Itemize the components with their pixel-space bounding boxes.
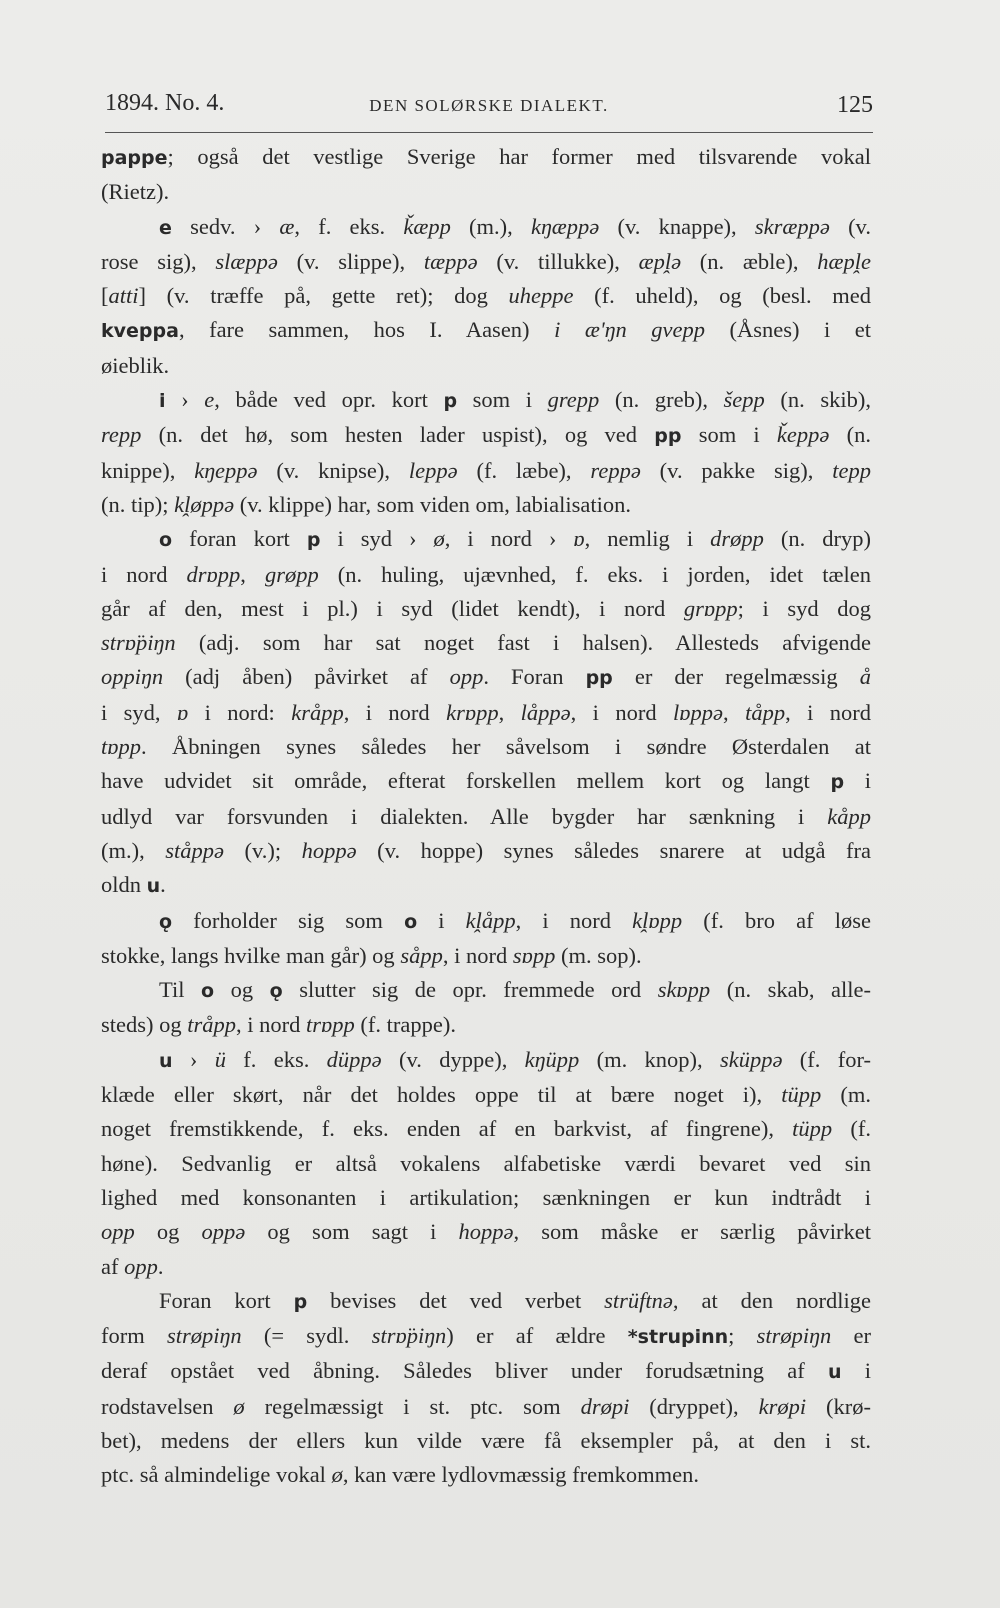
text-run: i	[844, 768, 871, 794]
italic-term: atti	[108, 283, 139, 309]
italic-term: tɒpp	[101, 734, 142, 760]
text-run: ›	[172, 1046, 215, 1072]
text-run: regelmæssigt i st. ptc. som	[244, 1393, 581, 1419]
italic-term: kåpp	[827, 803, 871, 829]
italic-term: hæpḽe	[817, 248, 871, 274]
text-run: ) er af ældre	[446, 1323, 628, 1349]
text-line	[101, 140, 871, 175]
text-run: have udvidet sit område, efterat forskellen mellem kort og langt	[101, 768, 831, 794]
text-run: bevises det ved verbet	[307, 1287, 605, 1313]
text-run: , i nord	[515, 907, 633, 933]
text-run: (m.),	[450, 213, 531, 239]
text-run: form	[101, 1323, 167, 1349]
italic-term: såpp	[400, 942, 443, 968]
italic-term: strɒ̈piŋn	[371, 1323, 447, 1349]
italic-term: kŋüpp	[524, 1046, 580, 1072]
text-run: rodstavelsen	[101, 1393, 234, 1419]
text-run: [	[101, 283, 109, 309]
text-line	[101, 245, 871, 279]
text-run: (dryppet),	[629, 1393, 759, 1419]
italic-term: hoppə	[458, 1219, 514, 1245]
italic-term: tüpp	[781, 1082, 822, 1108]
text-run: , fare sammen, hos I. Aasen)	[178, 317, 555, 343]
text-run: ,	[240, 561, 265, 587]
text-run: rose sig),	[101, 248, 216, 274]
italic-term: æpḽə	[638, 248, 682, 274]
text-run: , at den nordlige	[672, 1287, 871, 1313]
header-title: DEN SOLØRSKE DIALEKT.	[369, 96, 609, 115]
text-line	[101, 383, 871, 418]
text-line	[101, 1284, 871, 1319]
text-run: . Foran	[483, 664, 586, 690]
italic-term: tæppə	[423, 248, 478, 274]
text-line	[101, 1008, 871, 1042]
text-run: (v. pakke sig),	[640, 457, 833, 483]
italic-term: låppə	[520, 699, 571, 725]
text-line	[101, 904, 871, 939]
italic-term: ø	[331, 1462, 343, 1488]
italic-term: düppə	[326, 1046, 382, 1072]
text-run: (Rietz).	[101, 179, 170, 205]
text-run: i nord:	[188, 699, 292, 725]
text-run: (m.),	[101, 837, 166, 863]
italic-term: æ	[279, 213, 295, 239]
text-run: (v. knipse),	[257, 457, 409, 483]
text-run: (n. tip);	[101, 491, 175, 517]
italic-term: sɒpp	[512, 942, 556, 968]
text-run: noget fremstikkende, f. eks. enden af en barkvist, af fingrene),	[101, 1116, 793, 1142]
italic-term: leppə	[408, 457, 458, 483]
text-line	[101, 1043, 871, 1078]
text-run: ,	[723, 699, 746, 725]
text-run: (f. læbe),	[457, 457, 591, 483]
text-run: , både ved opr. kort	[214, 387, 444, 413]
text-line	[101, 1458, 871, 1492]
text-run: i	[841, 1358, 871, 1384]
italic-term: drøpp	[710, 526, 764, 552]
text-run: forholder sig som	[172, 907, 405, 933]
text-line	[101, 558, 871, 592]
text-run: (n. det hø, som hesten lader uspist), og ved	[141, 422, 655, 448]
text-run: (v. knappe),	[599, 213, 755, 239]
text-line	[101, 973, 871, 1008]
text-line	[101, 1424, 871, 1458]
text-run: (v. klippe) har, som viden om, labialisation.	[234, 491, 632, 517]
italic-term: kråpp	[291, 699, 344, 725]
text-run: (v. tillukke),	[477, 248, 639, 274]
text-line	[101, 764, 871, 799]
italic-term: oppiŋn	[101, 664, 164, 690]
text-run: (= sydl.	[241, 1323, 372, 1349]
text-line	[101, 626, 871, 660]
text-line	[101, 730, 871, 764]
text-line	[101, 800, 871, 834]
text-run: (n. greb),	[599, 387, 724, 413]
text-run: (f. trappe).	[354, 1012, 456, 1038]
text-line	[101, 1319, 871, 1354]
text-line	[101, 1215, 871, 1249]
text-line	[101, 660, 871, 695]
bold-term: kveppa	[101, 320, 179, 343]
text-run: Til	[159, 977, 201, 1003]
text-run: .	[160, 872, 166, 898]
text-run: (n.	[829, 422, 871, 448]
italic-term: kḽåpp	[465, 907, 516, 933]
bold-term: ǫ	[159, 910, 173, 933]
italic-term: kŋæppə	[530, 213, 600, 239]
text-run: ; i syd dog	[737, 595, 871, 621]
text-run: af	[101, 1253, 125, 1279]
text-run: f. eks.	[225, 1046, 327, 1072]
page-number: 125	[837, 92, 873, 118]
bold-term: p	[443, 390, 458, 413]
text-line	[101, 349, 871, 383]
text-run: og som sagt i	[245, 1219, 459, 1245]
text-line	[101, 939, 871, 973]
text-run: sedv. ›	[171, 213, 280, 239]
text-run: (v. dyppe),	[381, 1046, 525, 1072]
text-run: oldn	[101, 872, 147, 898]
italic-term: opp	[101, 1219, 135, 1245]
text-line	[101, 1078, 871, 1112]
text-run: , f. eks.	[294, 213, 404, 239]
italic-term: å	[859, 664, 871, 690]
italic-term: krɒpp	[446, 699, 499, 725]
italic-term: hoppə	[301, 837, 357, 863]
bold-term: o	[159, 529, 173, 552]
text-run: (v. hoppe) synes således snarere at udgå fra	[356, 837, 871, 863]
text-run: (f. for-	[782, 1046, 871, 1072]
italic-term: trɒpp	[306, 1012, 355, 1038]
text-line	[101, 1181, 871, 1215]
running-header	[105, 84, 873, 124]
text-run: (m. sop).	[555, 942, 642, 968]
italic-term: ü	[214, 1046, 226, 1072]
italic-term: uheppe	[508, 283, 574, 309]
bold-term: u	[827, 1361, 842, 1384]
italic-term: strøpiŋn	[756, 1323, 832, 1349]
italic-term: tepp	[832, 457, 871, 483]
text-run: , i nord ›	[444, 526, 574, 552]
text-line	[101, 210, 871, 245]
italic-term: repp	[101, 422, 142, 448]
text-run: og	[214, 977, 270, 1003]
italic-term: oppə	[201, 1219, 246, 1245]
text-run: (krø-	[806, 1393, 872, 1419]
text-run: , i nord	[570, 699, 674, 725]
italic-term: kḽøppə	[174, 491, 235, 517]
text-run: er	[831, 1323, 871, 1349]
text-run: ;	[728, 1323, 757, 1349]
italic-term: reppə	[590, 457, 641, 483]
bold-term: *strupinn	[627, 1326, 729, 1349]
bold-term: p	[830, 771, 845, 794]
italic-term: skɒpp	[657, 977, 711, 1003]
text-line	[101, 1112, 871, 1146]
text-run: lighed med konsonanten i artikulation; sænkningen er kun indtrådt i	[101, 1184, 871, 1210]
body-text	[101, 140, 871, 1493]
italic-term: ǩæpp	[403, 213, 451, 239]
text-line	[101, 1390, 871, 1424]
italic-term: strɒ̈piŋn	[101, 630, 176, 656]
italic-term: ǩeppə	[776, 422, 830, 448]
italic-term: e	[204, 387, 215, 413]
italic-term: lɒppə	[673, 699, 724, 725]
text-run: slutter sig de opr. fremmede ord	[282, 977, 658, 1003]
text-run: ,	[498, 699, 521, 725]
italic-term: grøpp	[264, 561, 319, 587]
text-run: . Åbningen synes således her såvelsom i søndre Østerdalen at	[141, 734, 871, 760]
text-run: ›	[165, 387, 205, 413]
italic-term: slæppə	[215, 248, 278, 274]
italic-term: šepp	[723, 387, 765, 413]
italic-term: skræppə	[754, 213, 830, 239]
text-line	[101, 175, 871, 209]
text-run: , som måske er særlig påvirket	[513, 1219, 871, 1245]
bold-term: e	[159, 216, 172, 239]
text-run: , i nord	[236, 1012, 307, 1038]
text-run: (n. huling, ujævnhed, f. eks. i jorden, idet tælen	[318, 561, 872, 587]
bold-term: pp	[654, 425, 682, 448]
text-run: Foran kort	[159, 1287, 294, 1313]
text-line	[101, 868, 871, 903]
header-rule	[105, 132, 873, 133]
italic-term: tåpp	[745, 699, 786, 725]
italic-term: ɒ	[573, 526, 585, 552]
text-line	[101, 454, 871, 488]
text-line	[101, 279, 871, 313]
text-run: (v.	[829, 213, 871, 239]
bold-term: i	[159, 390, 166, 413]
italic-term: tråpp	[187, 1012, 237, 1038]
text-run: (v. slippe),	[277, 248, 424, 274]
header-issue: 1894. No. 4.	[105, 90, 225, 116]
text-run: steds) og	[101, 1012, 188, 1038]
text-run: , kan være lydlovmæssig fremkommen.	[342, 1462, 700, 1488]
text-run: (m. knop),	[579, 1046, 720, 1072]
text-run: stokke, langs hvilke man går) og	[101, 942, 401, 968]
text-run: bet), medens der ellers kun vilde være få eksempler på, at den i st.	[101, 1427, 871, 1453]
bold-term: pp	[585, 667, 613, 690]
bold-term: p	[306, 529, 321, 552]
text-run: , i nord	[442, 942, 513, 968]
text-run: (n. dryp)	[763, 526, 871, 552]
italic-term: sküppə	[719, 1046, 783, 1072]
text-run: i syd ›	[320, 526, 434, 552]
text-line	[101, 1250, 871, 1284]
bold-term: ǫ	[269, 980, 283, 1003]
text-run: som i	[681, 422, 777, 448]
text-run: ] (v. træffe på, gette ret); dog	[138, 283, 509, 309]
text-run: , i nord	[785, 699, 872, 725]
text-line	[101, 592, 871, 626]
bold-term: p	[293, 1290, 308, 1313]
text-line	[101, 1147, 871, 1181]
bold-term: o	[404, 910, 418, 933]
text-line	[101, 313, 871, 348]
italic-term: drøpi	[580, 1393, 630, 1419]
text-run: (v.);	[224, 837, 302, 863]
bold-term: o	[200, 980, 215, 1003]
text-run: er der regelmæssig	[612, 664, 860, 690]
text-run: (n. skib),	[764, 387, 871, 413]
text-run: i syd,	[101, 699, 177, 725]
italic-term: strüftnə	[604, 1287, 673, 1313]
italic-term: strøpiŋn	[167, 1323, 242, 1349]
text-line	[101, 696, 871, 730]
text-run: ptc. så almindelige vokal	[101, 1462, 332, 1488]
text-run: og	[134, 1219, 202, 1245]
text-run: foran kort	[172, 526, 307, 552]
italic-term: kḽɒpp	[632, 907, 683, 933]
text-line	[101, 418, 871, 453]
text-run: (m.	[821, 1082, 871, 1108]
italic-term: ståppə	[165, 837, 224, 863]
italic-term: opp	[449, 664, 484, 690]
text-run: (adj åben) påvirket af	[163, 664, 450, 690]
text-line	[101, 522, 871, 557]
text-run: i nord	[101, 561, 187, 587]
italic-term: grepp	[547, 387, 600, 413]
text-run: klæde eller skørt, når det holdes oppe til at bære noget i),	[101, 1082, 782, 1108]
text-run: (f. bro af løse	[682, 907, 871, 933]
italic-term: ɒ	[176, 699, 189, 725]
text-run: , nemlig i	[584, 526, 711, 552]
text-run: ; også det vestlige Sverige har former med tilsvarende vokal	[167, 144, 871, 169]
text-run: knippe),	[101, 457, 195, 483]
italic-term: drɒpp	[186, 561, 241, 587]
italic-term: opp	[124, 1253, 158, 1279]
text-run: (n. æble),	[681, 248, 818, 274]
text-run: (f. uheld), og (besl. med	[573, 283, 871, 309]
text-line	[101, 488, 871, 522]
text-run: i	[417, 907, 466, 933]
text-line	[101, 1354, 871, 1389]
text-run: høne). Sedvanlig er altså vokalens alfabetiske værdi bevaret ved sin	[101, 1150, 871, 1176]
bold-term: pappe	[101, 147, 168, 169]
text-run: udlyd var forsvunden i dialekten. Alle bygder har sænkning i	[101, 803, 828, 829]
italic-term: tüpp	[792, 1116, 833, 1142]
text-run: deraf opstået ved åbning. Således bliver under forudsætning af	[101, 1358, 828, 1384]
text-run: (n. skab, alle-	[710, 977, 871, 1003]
italic-term: krøpi	[758, 1393, 807, 1419]
bold-term: u	[146, 875, 161, 898]
italic-term: ø	[233, 1393, 245, 1419]
text-run: som i	[457, 387, 548, 413]
italic-term: i æ'ŋn gvepp	[554, 317, 705, 343]
text-run: .	[157, 1253, 164, 1279]
text-run: (Åsnes) i et	[704, 317, 871, 343]
text-line	[101, 834, 871, 868]
text-run: går af den, mest i pl.) i syd (lidet kendt), i nord	[101, 595, 684, 621]
bold-term: u	[159, 1049, 173, 1072]
italic-term: grɒpp	[683, 595, 738, 621]
italic-term: ø	[433, 526, 445, 552]
italic-term: kŋeppə	[194, 457, 258, 483]
text-run: (adj. som har sat noget fast i halsen). Allesteds afvigende	[175, 630, 871, 656]
text-run: (f.	[832, 1116, 871, 1142]
text-run: øieblik.	[101, 352, 170, 378]
text-run: , i nord	[343, 699, 447, 725]
